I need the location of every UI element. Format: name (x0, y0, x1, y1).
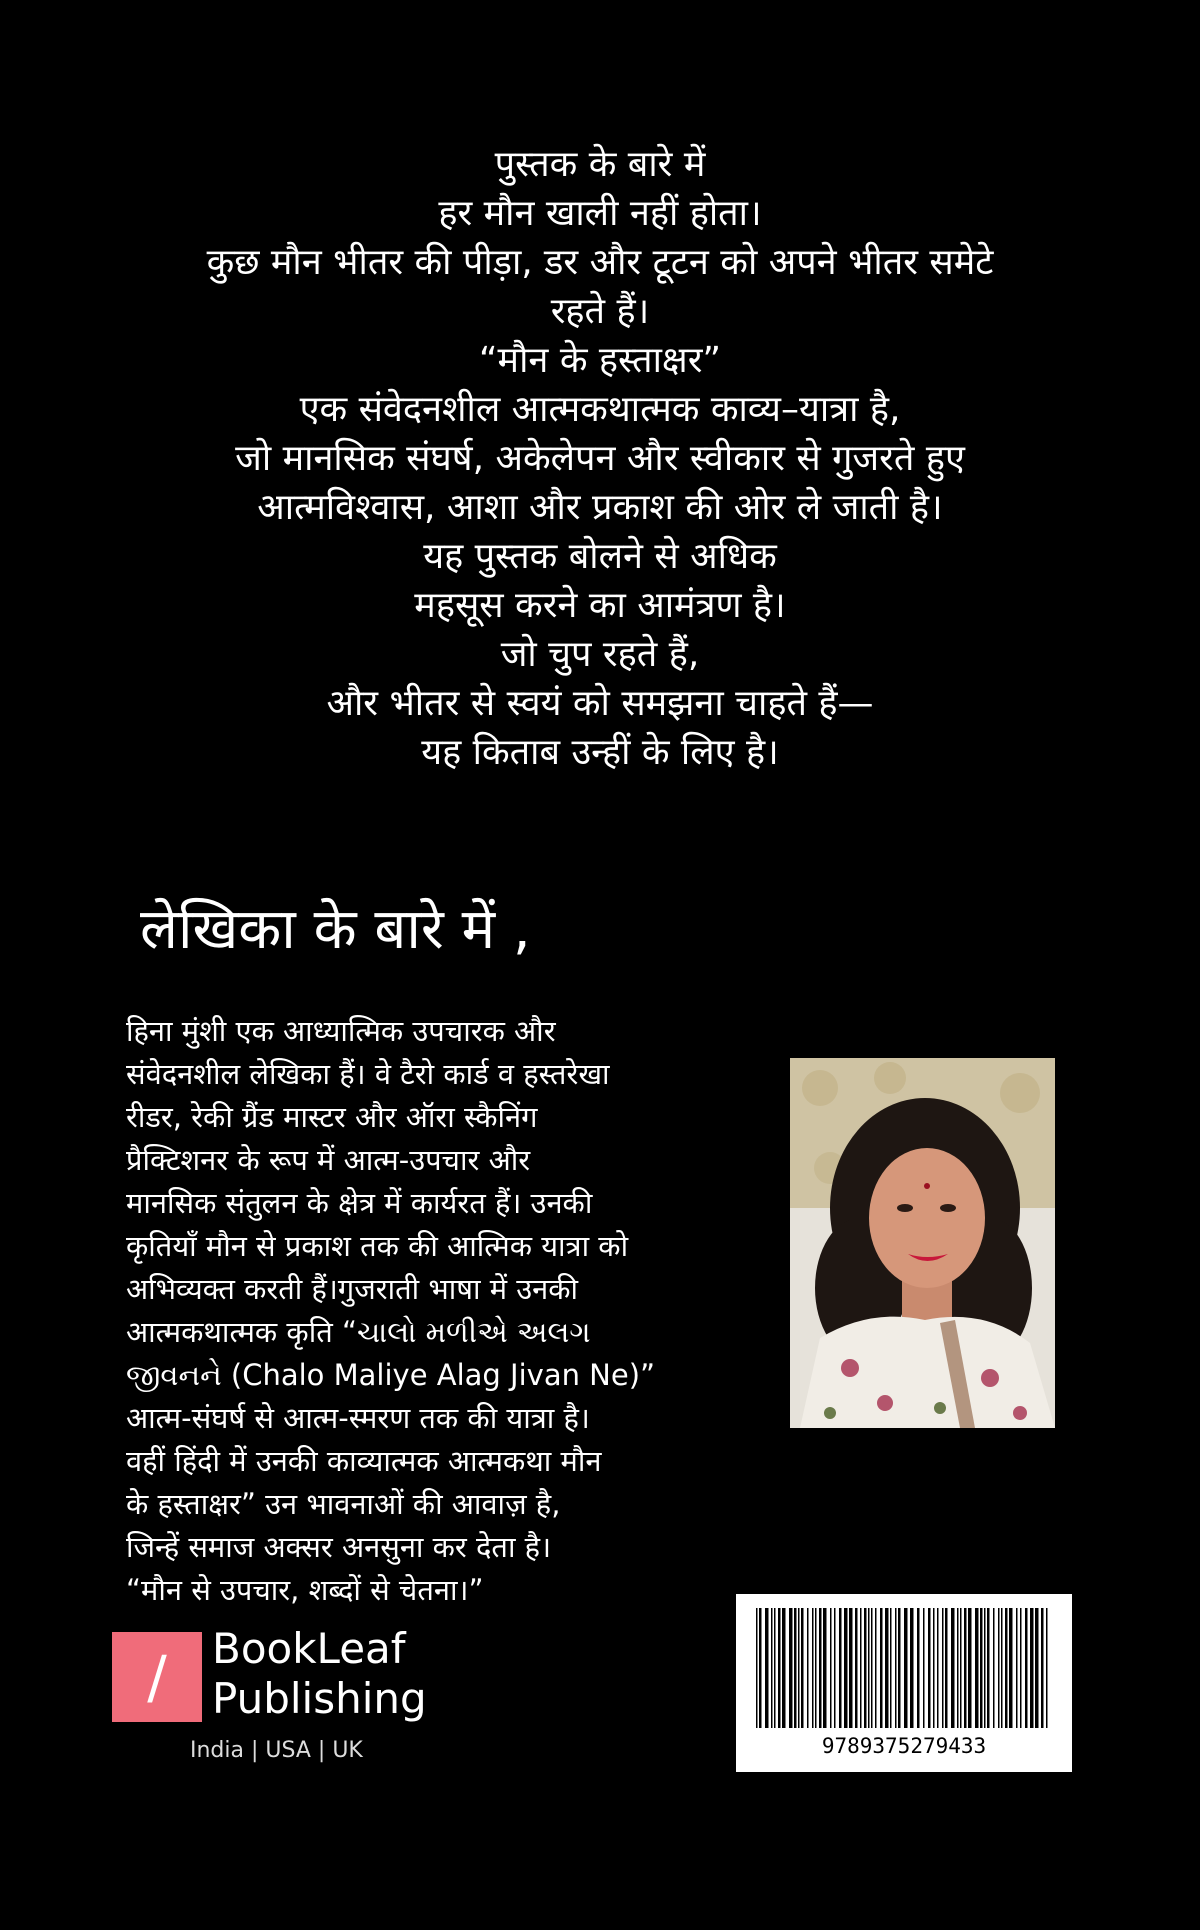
about-book-line: हर मौन खाली नहीं होता। (438, 193, 762, 234)
barcode-bar (774, 1608, 776, 1728)
barcode-bar (898, 1608, 901, 1728)
barcode-bar (868, 1608, 870, 1728)
barcode-bar (1005, 1608, 1008, 1728)
barcode-bar (782, 1608, 786, 1728)
barcode-bar (885, 1608, 889, 1728)
author-bio-line: आत्मकथात्मक कृति “ચાલો મળીએ અલગ (126, 1315, 591, 1349)
author-bio-line: अभिव्यक्त करती हैं।गुजराती भाषा में उनकी (126, 1272, 579, 1306)
barcode-bar (998, 1608, 1000, 1728)
barcode-bar (960, 1608, 962, 1728)
barcode-bar (895, 1608, 897, 1728)
barcode-bar (1046, 1608, 1048, 1728)
barcode-bar (951, 1608, 955, 1728)
book-title-quote: “मौन के हस्ताक्षर” (478, 340, 722, 381)
barcode-bar (823, 1608, 827, 1728)
author-bio-line: के हस्ताक्षर” उन भावनाओं की आवाज़ है, (126, 1487, 561, 1521)
author-photo (790, 1058, 1055, 1428)
about-book-line: और भीतर से स्वयं को समझना चाहते हैं— (326, 683, 874, 724)
author-bio-line: જીવનને (Chalo Maliye Alag Jivan Ne)” (126, 1358, 656, 1392)
barcode-bar (917, 1608, 920, 1728)
barcode-bar (812, 1608, 814, 1728)
author-bio-line: हिना मुंशी एक आध्यात्मिक उपचारक और (126, 1014, 556, 1048)
barcode-bar (771, 1608, 773, 1728)
barcode-bar (830, 1608, 832, 1728)
isbn-barcode (736, 1594, 1072, 1772)
about-book-line: कुछ मौन भीतर की पीड़ा, डर और टूटन को अपने भीतर समेटे (206, 242, 994, 283)
barcode-bar (759, 1608, 762, 1728)
barcode-bar (834, 1608, 836, 1728)
author-portrait-illustration (790, 1058, 1055, 1428)
author-bio-line: वहीं हिंदी में उनकी काव्यात्मक आत्मकथा मौन (126, 1444, 602, 1478)
about-book-line: महसूस करने का आमंत्रण है। (414, 585, 786, 626)
barcode-bar (794, 1608, 797, 1728)
barcode-bar (875, 1608, 877, 1728)
barcode-bar (910, 1608, 914, 1728)
barcode-bar (1001, 1608, 1003, 1728)
publisher-name-line2: Publishing (212, 1674, 427, 1723)
about-book-section (100, 140, 1100, 777)
barcode-bar (849, 1608, 853, 1728)
barcode-bar (937, 1608, 939, 1728)
author-bio-line: जिन्हें समाज अक्सर अनसुना कर देता है। (126, 1530, 552, 1564)
author-bio-line: आत्म-संघर्ष से आत्म-स्मरण तक की यात्रा है। (126, 1401, 590, 1435)
about-book-line: यह किताब उन्हीं के लिए है। (421, 732, 779, 773)
barcode-bar (819, 1608, 822, 1728)
slash-icon: / (147, 1643, 167, 1711)
barcode-bar (904, 1608, 908, 1728)
publisher-name-line1: BookLeaf (212, 1624, 406, 1673)
barcode-bar (1020, 1608, 1022, 1728)
barcode-bar (880, 1608, 883, 1728)
about-book-line: आत्मविश्वास, आशा और प्रकाश की ओर ले जाती है। (257, 487, 943, 528)
barcode-bar (942, 1608, 944, 1728)
barcode-bar (789, 1608, 793, 1728)
barcode-bar (1035, 1608, 1039, 1728)
barcode-bar (860, 1608, 862, 1728)
publisher-name (212, 1624, 427, 1724)
barcode-bar (1016, 1608, 1018, 1728)
isbn-number: 9789375279433 (821, 1734, 987, 1758)
barcode-bar (871, 1608, 873, 1728)
barcode-bar (807, 1608, 809, 1728)
author-bio-line: मानसिक संतुलन के क्षेत्र में कार्यरत हैं। उनकी (126, 1186, 593, 1220)
barcode-bar (980, 1608, 983, 1728)
about-book-line: जो मानसिक संघर्ष, अकेलेपन और स्वीकार से गुजरते हुए (235, 438, 965, 479)
barcode-bar (975, 1608, 979, 1728)
barcode-bar (1009, 1608, 1013, 1728)
barcode-bar (890, 1608, 892, 1728)
barcode-bar (839, 1608, 842, 1728)
barcode-bar (987, 1608, 990, 1728)
barcode-bar (855, 1608, 858, 1728)
about-book-heading: पुस्तक के बारे में (494, 144, 706, 185)
barcode-bar (844, 1608, 848, 1728)
bookleaf-logo (112, 1624, 442, 1728)
barcode-bar (993, 1608, 995, 1728)
author-quote: “मौन से उपचार, शब्दों से चेतना।” (126, 1573, 484, 1607)
about-book-line: यह पुस्तक बोलने से अधिक (423, 536, 777, 577)
about-book-line: एक संवेदनशील आत्मकथात्मक काव्य–यात्रा है, (299, 389, 901, 430)
barcode-bar (923, 1608, 925, 1728)
about-book-line: जो चुप रहते हैं, (500, 634, 700, 675)
barcode-bar (778, 1608, 781, 1728)
barcode-bar (1025, 1608, 1028, 1728)
barcode-bar (1030, 1608, 1034, 1728)
author-bio-line: प्रैक्टिशनर के रूप में आत्म-उपचार और (126, 1143, 531, 1177)
author-heading: लेखिका के बारे में , (140, 897, 531, 962)
barcode-bar (798, 1608, 800, 1728)
author-bio (126, 1010, 726, 1612)
author-bio-line: कृतियाँ मौन से प्रकाश तक की आत्मिक यात्रा को (126, 1229, 629, 1263)
barcode-bar (945, 1608, 948, 1728)
author-bio-line: रीडर, रेकी ग्रैंड मास्टर और ऑरा स्कैनिंग (126, 1100, 538, 1134)
barcode-bar (984, 1608, 986, 1728)
barcode-bar (864, 1608, 867, 1728)
barcode-bar (933, 1608, 935, 1728)
author-bio-line: संवेदनशील लेखिका हैं। वे टैरो कार्ड व हस्तरेखा (126, 1057, 610, 1091)
barcode-bar (1041, 1608, 1044, 1728)
about-book-line: रहते हैं। (550, 291, 650, 332)
barcode-bar (815, 1608, 817, 1728)
barcode-bar (968, 1608, 972, 1728)
barcode-bar (928, 1608, 931, 1728)
barcode-bar (765, 1608, 769, 1728)
publisher-regions: India | USA | UK (190, 1738, 363, 1763)
barcode-bar (801, 1608, 804, 1728)
barcode-bar (964, 1608, 967, 1728)
bookleaf-logo-mark (112, 1632, 202, 1722)
barcode-bar (756, 1608, 758, 1728)
barcode-bar (957, 1608, 959, 1728)
